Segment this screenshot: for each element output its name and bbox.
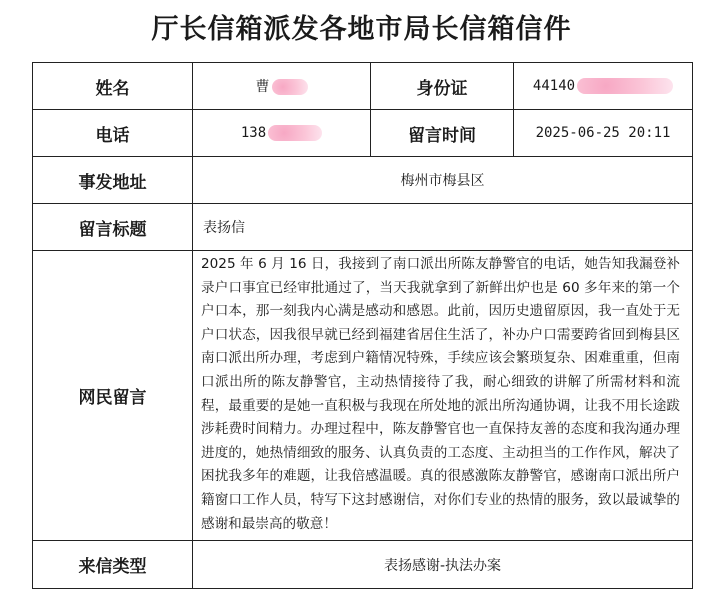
row-address [33,157,693,204]
letter-type-value: 表扬感谢-执法办案 [193,541,693,589]
incident-address-label: 事发地址 [33,157,193,204]
message-title-value: 表扬信 [193,204,693,251]
id-card-value-cell [514,63,693,110]
message-time-value: 2025-06-25 20:11 [514,110,693,157]
letter-form-table [32,62,693,589]
name-label: 姓名 [33,63,193,110]
id-card-label: 身份证 [371,63,514,110]
row-message [33,251,693,541]
page-title: 厅长信箱派发各地市局长信箱信件 [151,14,572,45]
message-body-text: 2025 年 6 月 16 日，我接到了南口派出所陈友静警官的电话，她告知我漏登补录户口事宜已经审批通过了，当天我就拿到了新鲜出炉也是 60 多年来的第一个户口本，那一刻我内心满是感动和感恩。此前，因历史遗留原因，我一直处于无户口状态，因我很早就已经到福建省居住生活了，补办户口需要跨省回到梅县区南口派出所办理，考虑到户籍情况特殊，手续应该会繁琐复杂、困难重重，但南口派出所的陈友静警官，主动热情接待了我，耐心细致的讲解了所需材料和流程，最重要的是她一直积极与我现在所处地的派出所沟通协调，让我不用长途跋涉耗费时间精力。办理过程中，陈友静警官也一直保持友善的态度和我沟通办理进度的，她热情细致的服务、认真负责的工态度、主动担当的工作作风，解决了困扰我多年的难题，让我倍感温暖。真的很感激陈友静警官，感谢南口派出所户籍窗口工作人员，特写下这封感谢信，对你们专业的热情的服务，致以最诚挚的感谢和最崇高的敬意！ [201,256,680,532]
row-title [33,204,693,251]
row-letter-type [33,541,693,589]
phone-value-cell [193,110,371,157]
name-value: 曹 [255,79,270,95]
letter-type-label: 来信类型 [33,541,193,589]
incident-address-value: 梅州市梅县区 [193,157,693,204]
name-value-cell [193,63,371,110]
message-body-cell [193,251,693,541]
message-body-label: 网民留言 [33,251,193,541]
redaction-blur [272,79,308,95]
phone-value: 138 [240,125,267,141]
row-name-id [33,63,693,110]
redaction-blur [577,78,673,94]
id-card-value: 44140 [532,78,576,94]
redaction-blur [268,125,322,141]
message-time-label: 留言时间 [371,110,514,157]
message-title-label: 留言标题 [33,204,193,251]
row-phone-time [33,110,693,157]
phone-label: 电话 [33,110,193,157]
